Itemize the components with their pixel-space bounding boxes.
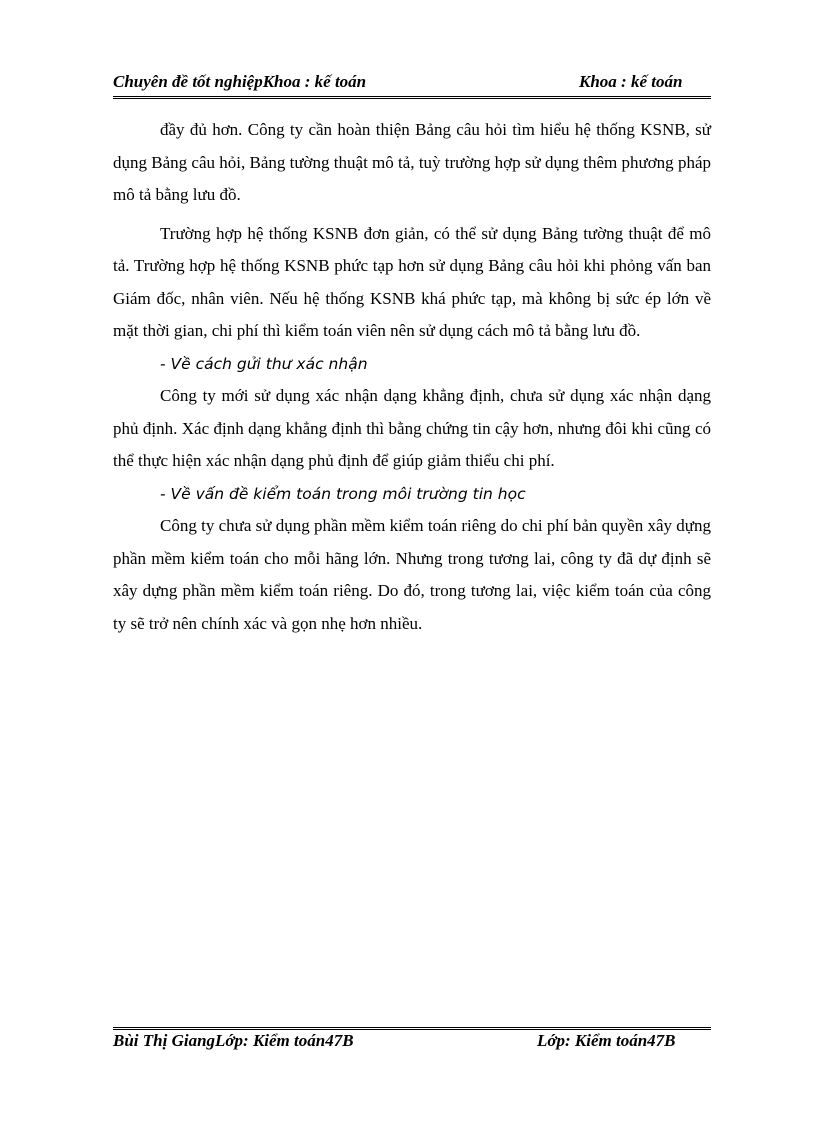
page-header [113,70,711,96]
footer-divider [113,1027,711,1030]
paragraph-ksnb-description: Trường hợp hệ thống KSNB đơn giản, có thể sử dụng Bảng tường thuật để mô tả. Trường hợp hệ thống KSNB phức tạp hơn sử dụng Bảng câu hỏi khi phỏng vấn ban Giám đốc, nhân viên. Nếu hệ thống KSNB khá phức tạp, mà không bị sức ép lớn về mặt thời gian, chi phí thì kiểm toán viên nên sử dụng cách mô tả bằng lưu đồ. [113,223,711,340]
paragraph-confirmation: Công ty mới sử dụng xác nhận dạng khẳng định, chưa sử dụng xác nhận dạng phủ định. Xác định dạng khẳng định thì bằng chứng tin cậy hơn, nhưng đôi khi cũng có thể thực hiện xác nhận dạng phủ định để giúp giảm thiểu chi phí. [113,386,711,470]
paragraph-audit-software: Công ty chưa sử dụng phần mềm kiểm toán riêng do chi phí bản quyền xây dựng phần mềm kiểm toán cho mỗi hãng lớn. Nhưng trong tương lai, công ty đã dự định sẽ xây dựng phần mềm kiểm toán riêng. Do đó, trong tương lai, việc kiểm toán của công ty sẽ trở nên chính xác và gọn nhẹ hơn nhiều. [113,516,711,633]
subheading-it-audit: - Về vấn đề kiểm toán trong môi trường tin học [160,484,526,503]
footer-left-text: Bùi Thị GiangLớp: Kiểm toán47B [113,1031,354,1050]
paragraph-continued: đầy đủ hơn. Công ty cần hoàn thiện Bảng câu hỏi tìm hiểu hệ thống KSNB, sử dụng Bảng câu hỏi, Bảng tường thuật mô tả, tuỳ trường hợp sử dụng thêm phương pháp mô tả bằng lưu đồ. [113,120,711,204]
footer-right-text: Lớp: Kiểm toán47B [537,1031,676,1050]
header-divider [113,96,711,99]
document-body [113,114,711,640]
header-right-text: Khoa : kế toán [579,72,683,91]
header-left-text: Chuyên đề tốt nghiệpKhoa : kế toán [113,72,367,91]
subheading-confirmation-letters: - Về cách gửi thư xác nhận [160,354,368,373]
page-footer [113,1031,711,1057]
